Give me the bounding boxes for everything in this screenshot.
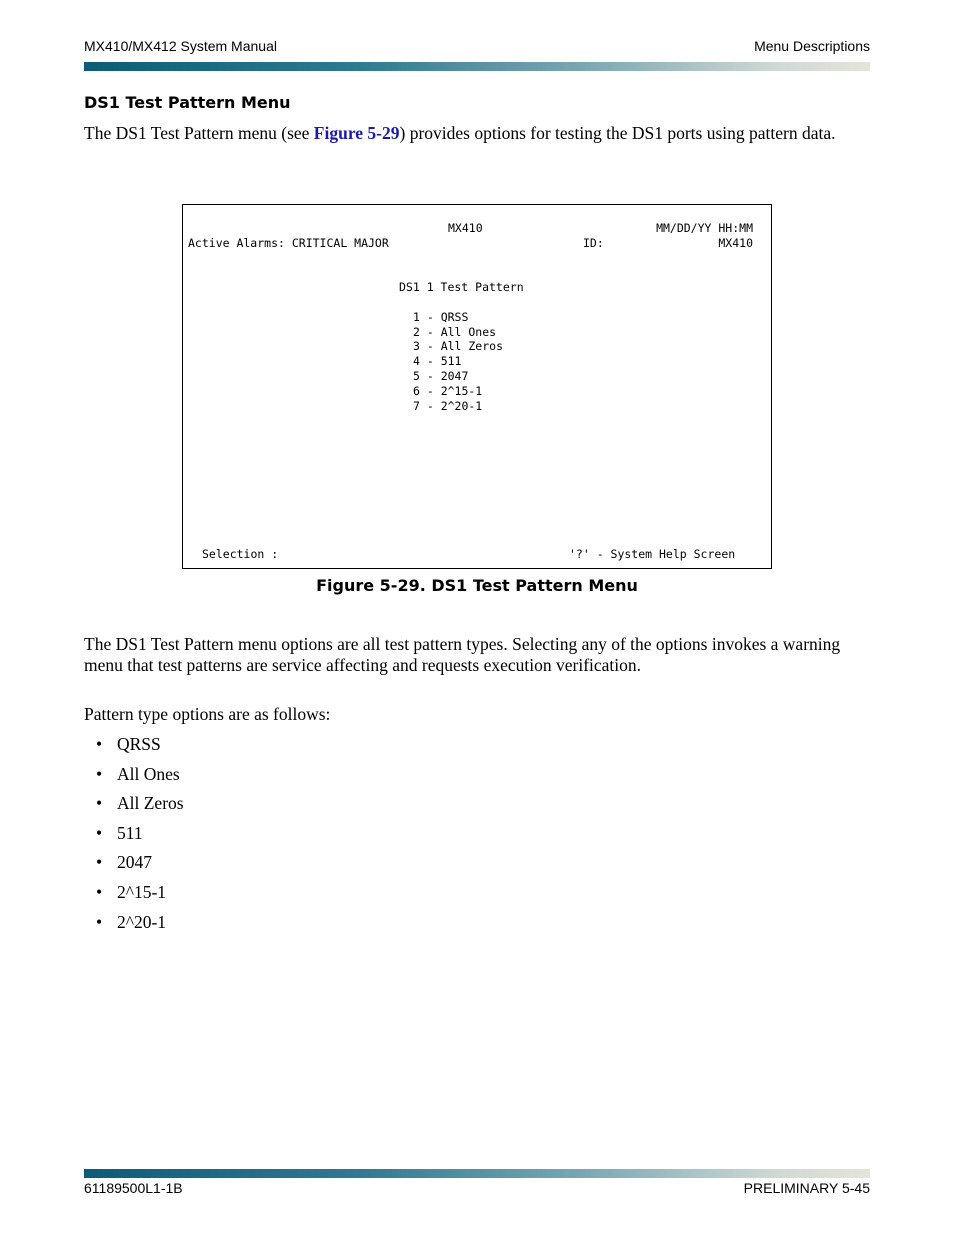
list-item-text: 2047 bbox=[117, 852, 152, 873]
document-number: 61189500L1-1B bbox=[84, 1180, 183, 1196]
running-header-title: MX410/MX412 System Manual bbox=[84, 38, 277, 54]
terminal-selection-prompt[interactable]: Selection : bbox=[202, 547, 279, 561]
list-item-text: 511 bbox=[117, 822, 143, 843]
figure-caption: Figure 5-29. DS1 Test Pattern Menu bbox=[316, 576, 638, 595]
terminal-menu-option[interactable]: 2 - All Ones bbox=[413, 325, 497, 339]
terminal-menu-option[interactable]: 6 - 2^15-1 bbox=[413, 384, 483, 398]
terminal-menu-option[interactable]: 4 - 511 bbox=[413, 354, 462, 368]
list-item-text: All Zeros bbox=[117, 793, 184, 814]
list-item bbox=[84, 822, 184, 852]
page-number: PRELIMINARY 5-45 bbox=[743, 1180, 870, 1196]
bullet-icon: • bbox=[96, 911, 103, 932]
terminal-help-hint: '?' - System Help Screen bbox=[569, 547, 736, 561]
pattern-type-list bbox=[84, 733, 184, 940]
description-paragraph: The DS1 Test Pattern menu options are all test pattern types. Selecting any of the options invokes a warning menu that test patterns are service affecting and requests execution verification. bbox=[84, 634, 841, 675]
figure-link[interactable]: Figure 5-29 bbox=[313, 123, 400, 143]
bullet-icon: • bbox=[96, 852, 103, 873]
bullet-icon: • bbox=[96, 793, 103, 814]
list-item bbox=[84, 881, 184, 911]
list-item-text: 2^20-1 bbox=[117, 911, 167, 932]
terminal-screen bbox=[182, 204, 772, 569]
footer-rule bbox=[84, 1169, 870, 1178]
list-item bbox=[84, 792, 184, 822]
terminal-menu-option[interactable]: 3 - All Zeros bbox=[413, 339, 504, 353]
terminal-id-label: ID: bbox=[583, 236, 604, 250]
terminal-device-name: MX410 bbox=[448, 221, 483, 235]
terminal-menu-option[interactable]: 5 - 2047 bbox=[413, 369, 469, 383]
terminal-menu-title: DS1 1 Test Pattern bbox=[399, 280, 524, 294]
list-item bbox=[84, 763, 184, 793]
bullet-icon: • bbox=[96, 822, 103, 843]
bullet-icon: • bbox=[96, 881, 103, 902]
terminal-menu-option[interactable]: 7 - 2^20-1 bbox=[413, 399, 483, 413]
list-item-text: All Ones bbox=[117, 763, 180, 784]
terminal-menu-option[interactable]: 1 - QRSS bbox=[413, 310, 469, 324]
terminal-active-alarms: Active Alarms: CRITICAL MAJOR bbox=[188, 236, 389, 250]
section-title: DS1 Test Pattern Menu bbox=[84, 93, 291, 112]
list-intro: Pattern type options are as follows: bbox=[84, 704, 331, 724]
intro-paragraph bbox=[84, 123, 874, 144]
header-rule bbox=[84, 62, 870, 71]
list-item-text: QRSS bbox=[117, 734, 161, 754]
terminal-datetime: MM/DD/YY HH:MM bbox=[656, 221, 753, 235]
bullet-icon: • bbox=[96, 763, 103, 784]
intro-text-start: The DS1 Test Pattern menu (see bbox=[84, 123, 314, 143]
running-header-section: Menu Descriptions bbox=[754, 38, 870, 54]
intro-text-end: ) provides options for testing the DS1 ports using pattern data. bbox=[399, 123, 836, 143]
list-item-text: 2^15-1 bbox=[117, 881, 167, 902]
list-item bbox=[84, 851, 184, 881]
bullet-icon: • bbox=[96, 734, 103, 754]
list-item bbox=[84, 911, 184, 941]
terminal-id-value: MX410 bbox=[718, 236, 753, 250]
list-item bbox=[84, 733, 184, 763]
